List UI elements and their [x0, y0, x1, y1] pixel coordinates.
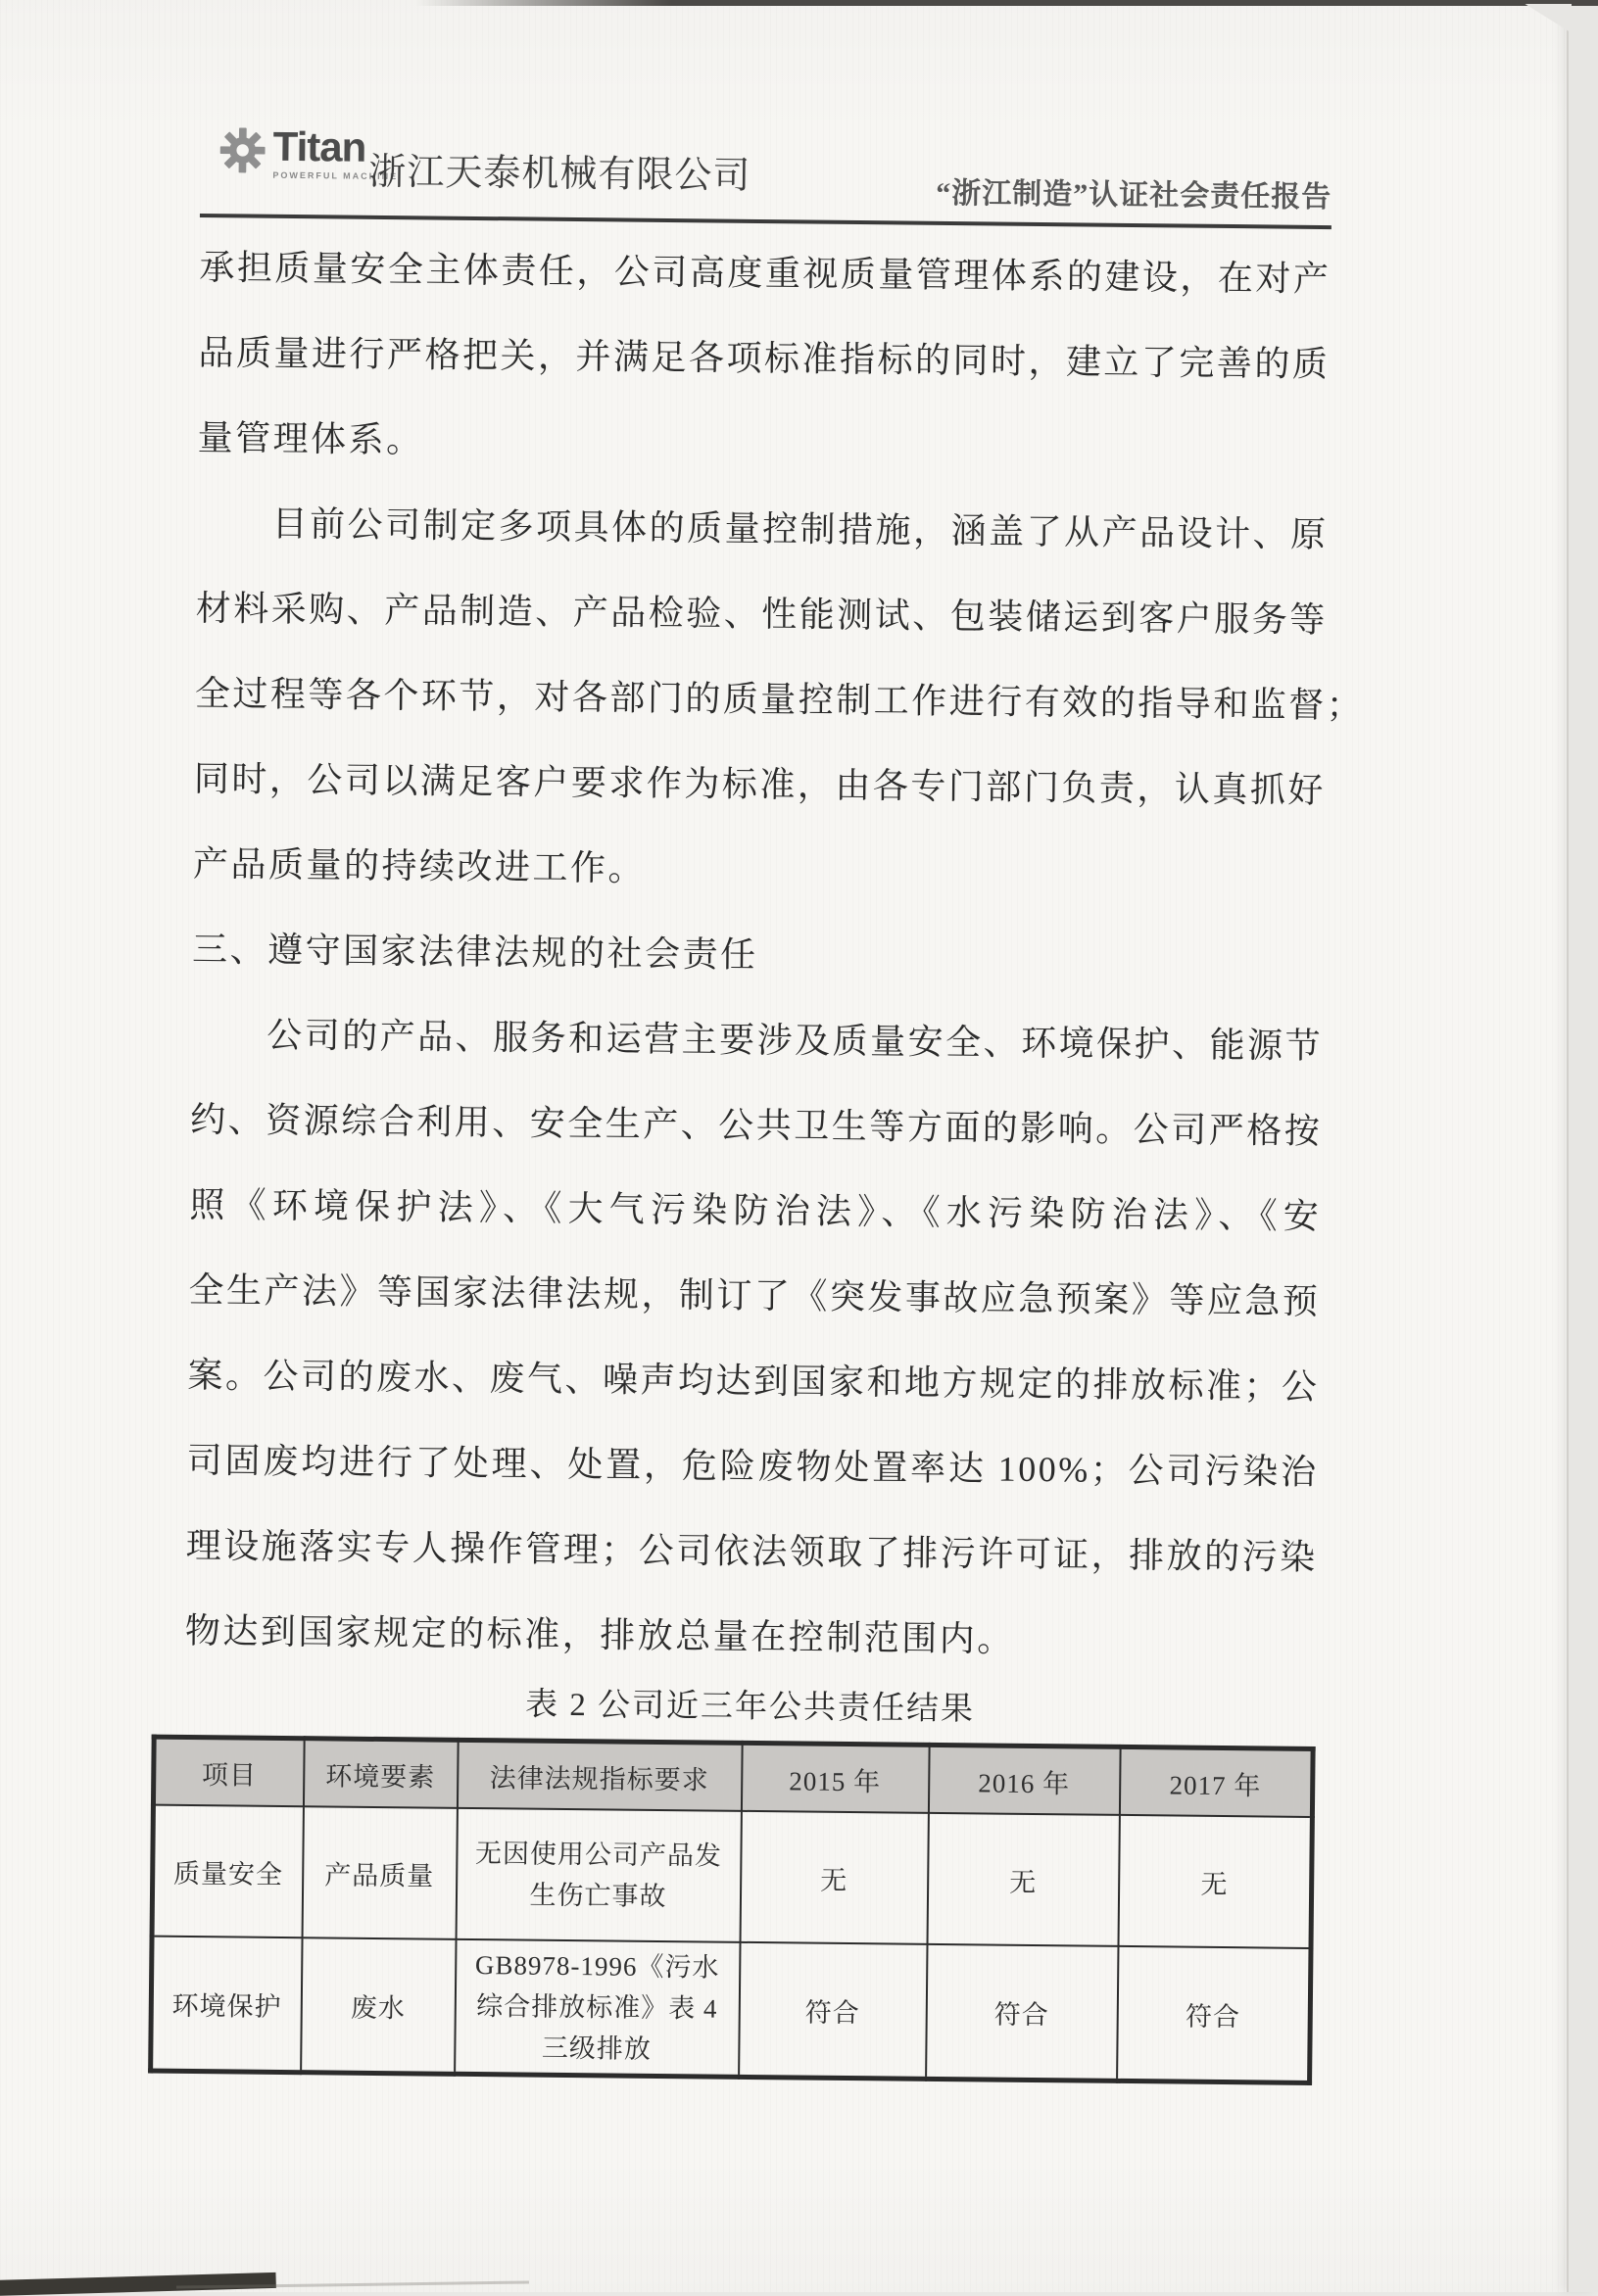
gear-icon — [219, 127, 265, 172]
table-cell: 无因使用公司产品发生伤亡事故 — [456, 1808, 741, 1942]
body-line: 量管理体系。 — [197, 417, 424, 460]
body-line: 目前公司制定多项具体的质量控制措施，涵盖了从产品设计、原 — [271, 503, 1329, 555]
table-cell: 质量安全 — [152, 1805, 303, 1938]
body-line: 理设施落实专人操作管理；公司依法领取了排污许可证，排放的污染 — [185, 1525, 1318, 1578]
page-header — [200, 118, 1332, 225]
brand-tagline: POWERFUL MACHINE — [272, 169, 399, 182]
brand-name: Titan — [272, 122, 366, 170]
page-content — [171, 118, 1365, 2085]
table-cell: 无 — [927, 1813, 1119, 1946]
column-header: 2015 年 — [741, 1743, 929, 1812]
scan-top-edge — [0, 0, 1598, 6]
table-cell: 产品质量 — [302, 1806, 457, 1939]
body-line: 公司的产品、服务和运营主要涉及质量安全、环境保护、能源节 — [266, 1015, 1324, 1067]
body-line: 承担质量安全主体责任，公司高度重视质量管理体系的建设，在对产 — [199, 247, 1332, 300]
table-cell: 无 — [1118, 1815, 1312, 1948]
body-line: 产品质量的持续改进工作。 — [192, 843, 647, 888]
body-text — [184, 225, 1365, 1686]
table-cell: 无 — [740, 1811, 928, 1944]
table-header-row — [153, 1737, 1313, 1817]
table-cell: 符合 — [739, 1942, 927, 2079]
body-line: 照《环境保护法》、《大气污染防治法》、《水污染防治法》、《安 — [189, 1184, 1322, 1237]
table-cell: GB8978-1996《污水综合排放标准》表 4 三级排放 — [455, 1939, 740, 2078]
section-heading: 三、遵守国家法律法规的社会责任 — [191, 929, 758, 975]
body-line: 品质量进行严格把关，并满足各项标准指标的同时，建立了完善的质 — [198, 332, 1331, 385]
company-name: 浙江天泰机械有限公司 — [368, 151, 751, 197]
table-row — [152, 1805, 1312, 1948]
table-row — [151, 1937, 1311, 2083]
public-responsibility-table — [148, 1735, 1316, 2085]
column-header: 2016 年 — [928, 1745, 1120, 1815]
body-line: 全过程等各个环节，对各部门的质量控制工作进行有效的指导和监督； — [194, 673, 1365, 726]
body-line: 约、资源综合利用、安全生产、公共卫生等方面的影响。公司严格按 — [190, 1099, 1323, 1152]
table-body — [151, 1737, 1314, 2082]
column-header: 法律法规指标要求 — [457, 1740, 742, 1811]
table-cell: 环境保护 — [151, 1937, 302, 2073]
body-line: 司固废均进行了处理、处置，危险废物处置率达 100%；公司污染治 — [186, 1440, 1319, 1493]
table-caption: 表 2 公司近三年公共责任结果 — [524, 1687, 976, 1728]
body-line: 同时，公司以满足客户要求作为标准，由各专门部门负责，认真抓好 — [193, 758, 1327, 811]
report-title: “浙江制造”认证社会责任报告 — [936, 176, 1332, 215]
scan-corner-top-right — [1525, 4, 1572, 33]
column-header: 2017 年 — [1119, 1746, 1313, 1817]
body-line: 物达到国家规定的标准，排放总量在控制范围内。 — [184, 1610, 1015, 1659]
body-line: 材料采购、产品制造、产品检验、性能测试、包装储运到客户服务等 — [195, 588, 1328, 641]
table-cell: 废水 — [301, 1937, 456, 2074]
body-line: 案。公司的废水、废气、噪声均达到国家和地方规定的排放标准；公 — [187, 1355, 1320, 1408]
body-line: 全生产法》等国家法律法规，制订了《突发事故应急预案》等应急预 — [188, 1269, 1321, 1322]
table-cell: 符合 — [926, 1944, 1118, 2081]
table-cell: 符合 — [1117, 1946, 1311, 2083]
column-header: 项目 — [153, 1737, 304, 1806]
column-header: 环境要素 — [303, 1739, 458, 1808]
scan-right-edge — [1567, 0, 1598, 2292]
